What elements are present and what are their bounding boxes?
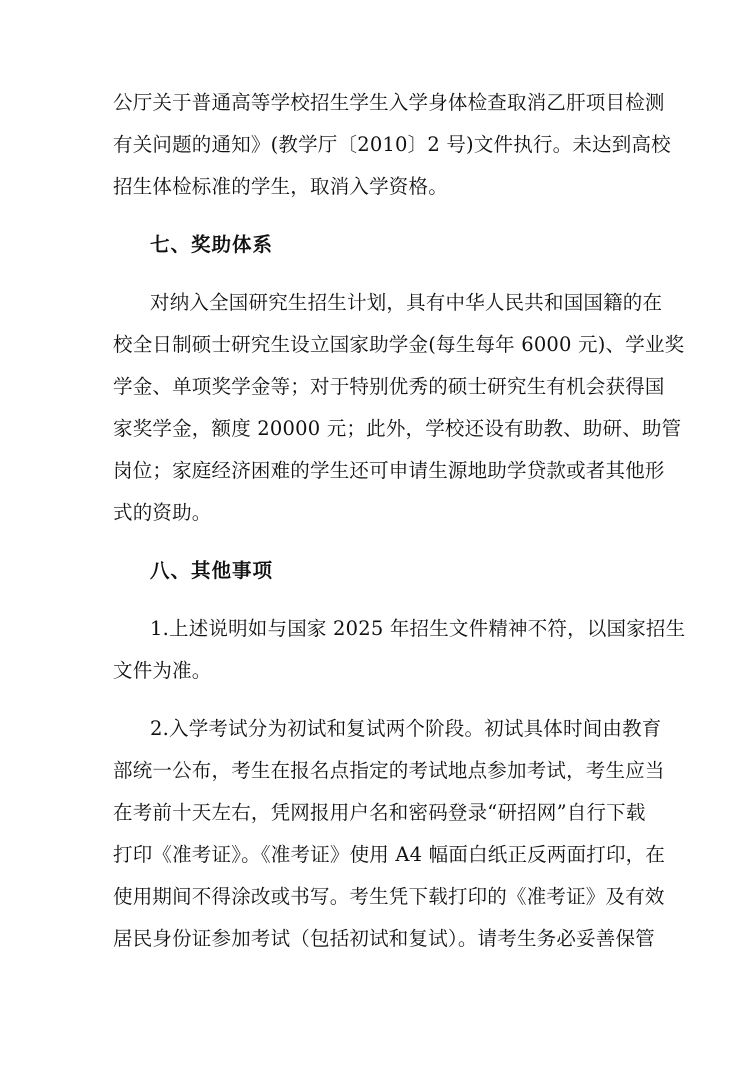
- text-line: 公厅关于普通高等学校招生学生入学身体检查取消乙肝项目检测: [113, 91, 665, 114]
- text-line: 家奖学金，额度 20000 元；此外，学校还设有助教、助研、助管: [113, 417, 682, 440]
- text-line: 居民身份证参加考试（包括初试和复试）。请考生务必妥善保管: [113, 927, 655, 950]
- section-heading-rewards: 七、奖助体系: [150, 233, 274, 256]
- text-line: 校全日制硕士研究生设立国家助学金(每生每年 6000 元)、学业奖: [113, 333, 685, 356]
- paragraph-rewards: [113, 288, 685, 527]
- text-line: 招生体检标准的学生，取消入学资格。: [113, 175, 448, 198]
- text-line: 2.入学考试分为初试和复试两个阶段。初试具体时间由教育: [150, 717, 662, 740]
- text-line: 文件为准。: [113, 659, 212, 682]
- text-line: 对纳入全国研究生招生计划，具有中华人民共和国国籍的在: [150, 291, 663, 314]
- document-page: [113, 88, 686, 966]
- text-line: 学金、单项奖学金等；对于特别优秀的硕士研究生有机会获得国: [113, 375, 665, 398]
- text-line: 岗位；家庭经济困难的学生还可申请生源地助学贷款或者其他形: [113, 459, 665, 482]
- paragraph-item-1: [113, 614, 686, 685]
- paragraph-intro: [113, 88, 671, 201]
- text-line: 打印《准考证》。《准考证》使用 A4 幅面白纸正反两面打印，在: [113, 843, 666, 866]
- text-line: 1.上述说明如与国家 2025 年招生文件精神不符，以国家招生: [150, 617, 686, 640]
- text-line: 在考前十天左右，凭网报用户名和密码登录“研招网”自行下载: [113, 801, 646, 824]
- text-line: 有关问题的通知》(教学厅〔2010〕2 号)文件执行。未达到高校: [113, 133, 671, 156]
- paragraph-item-2: [113, 714, 666, 953]
- section-heading-other: 八、其他事项: [150, 559, 274, 582]
- text-line: 使用期间不得涂改或书写。考生凭下载打印的《准考证》及有效: [113, 885, 665, 908]
- text-line: 部统一公布，考生在报名点指定的考试地点参加考试，考生应当: [113, 759, 665, 782]
- text-line: 式的资助。: [113, 501, 212, 524]
